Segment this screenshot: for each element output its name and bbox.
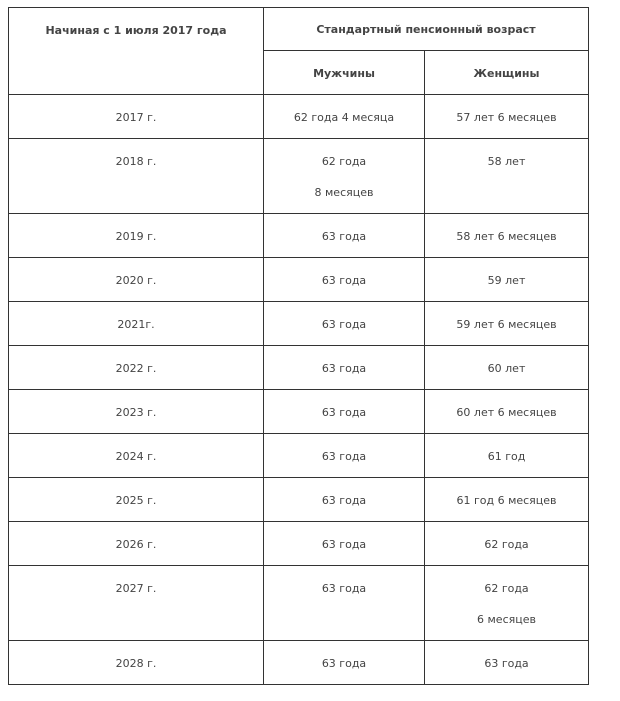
women-age-cell bbox=[425, 478, 589, 522]
men-age-text: 63 года bbox=[321, 538, 367, 551]
men-age-text: 63 года bbox=[321, 318, 367, 331]
year-cell: 2025 г. bbox=[9, 478, 264, 522]
year-cell: 2017 г. bbox=[9, 95, 264, 139]
women-age-text: 62 года bbox=[484, 538, 529, 551]
women-age-cell bbox=[425, 258, 589, 302]
women-header: Женщины bbox=[425, 51, 589, 95]
women-age-text: 60 лет bbox=[487, 362, 526, 375]
table-row bbox=[9, 139, 589, 214]
women-age-text: 61 год 6 месяцев bbox=[456, 494, 557, 507]
year-cell: 2024 г. bbox=[9, 434, 264, 478]
year-cell: 2020 г. bbox=[9, 258, 264, 302]
men-age-cell bbox=[264, 302, 425, 346]
table-row bbox=[9, 258, 589, 302]
men-age-cell bbox=[264, 258, 425, 302]
table-row bbox=[9, 522, 589, 566]
men-age-text: 63 года bbox=[321, 230, 367, 243]
men-age-text: 63 года bbox=[321, 494, 367, 507]
men-age-cell bbox=[264, 522, 425, 566]
year-cell: 2028 г. bbox=[9, 641, 264, 685]
table-row bbox=[9, 566, 589, 641]
table-row bbox=[9, 434, 589, 478]
men-age-text: 63 года bbox=[321, 582, 367, 595]
table-body bbox=[9, 95, 589, 685]
table-row bbox=[9, 214, 589, 258]
men-age-text: 63 года bbox=[321, 406, 367, 419]
women-age-text: 58 лет bbox=[487, 155, 526, 168]
men-age-cell bbox=[264, 139, 425, 214]
men-age-cell bbox=[264, 566, 425, 641]
women-age-text: 59 лет bbox=[487, 274, 526, 287]
year-cell: 2023 г. bbox=[9, 390, 264, 434]
men-age-text: 63 года bbox=[321, 274, 367, 287]
women-age-text: 57 лет 6 месяцев bbox=[456, 111, 557, 124]
women-age-cell bbox=[425, 566, 589, 641]
women-age-text: 62 года bbox=[484, 582, 529, 595]
men-age-cell bbox=[264, 214, 425, 258]
women-age-cell bbox=[425, 139, 589, 214]
women-age-cell bbox=[425, 346, 589, 390]
year-cell: 2021г. bbox=[9, 302, 264, 346]
men-age-text: 63 года bbox=[321, 450, 367, 463]
women-age-text: 61 год bbox=[487, 450, 526, 463]
women-age-cell bbox=[425, 641, 589, 685]
year-cell: 2027 г. bbox=[9, 566, 264, 641]
men-age-text: 8 месяцев bbox=[314, 186, 374, 199]
men-age-text: 63 года bbox=[321, 657, 367, 670]
women-age-cell bbox=[425, 390, 589, 434]
men-age-cell bbox=[264, 346, 425, 390]
women-age-text: 6 месяцев bbox=[477, 613, 536, 626]
men-age-cell bbox=[264, 641, 425, 685]
women-age-text: 60 лет 6 месяцев bbox=[456, 406, 557, 419]
start-date-header: Начиная с 1 июля 2017 года bbox=[9, 8, 264, 95]
year-cell: 2018 г. bbox=[9, 139, 264, 214]
men-age-cell bbox=[264, 390, 425, 434]
women-age-text: 59 лет 6 месяцев bbox=[456, 318, 557, 331]
standard-age-header: Стандартный пенсионный возраст bbox=[264, 8, 589, 51]
men-header: Мужчины bbox=[264, 51, 425, 95]
table-row bbox=[9, 95, 589, 139]
men-age-text: 63 года bbox=[321, 362, 367, 375]
table-row bbox=[9, 478, 589, 522]
year-cell: 2026 г. bbox=[9, 522, 264, 566]
table-row bbox=[9, 302, 589, 346]
men-age-cell bbox=[264, 434, 425, 478]
men-age-text: 62 года 4 месяца bbox=[293, 111, 395, 124]
men-age-text: 62 года bbox=[321, 155, 367, 168]
table-row bbox=[9, 390, 589, 434]
women-age-text: 58 лет 6 месяцев bbox=[456, 230, 557, 243]
women-age-text: 63 года bbox=[484, 657, 529, 670]
women-age-cell bbox=[425, 95, 589, 139]
women-age-cell bbox=[425, 302, 589, 346]
men-age-cell bbox=[264, 478, 425, 522]
year-cell: 2019 г. bbox=[9, 214, 264, 258]
table-row bbox=[9, 641, 589, 685]
women-age-cell bbox=[425, 214, 589, 258]
pension-age-table bbox=[8, 7, 589, 685]
table-row bbox=[9, 346, 589, 390]
men-age-cell bbox=[264, 95, 425, 139]
women-age-cell bbox=[425, 522, 589, 566]
women-age-cell bbox=[425, 434, 589, 478]
year-cell: 2022 г. bbox=[9, 346, 264, 390]
